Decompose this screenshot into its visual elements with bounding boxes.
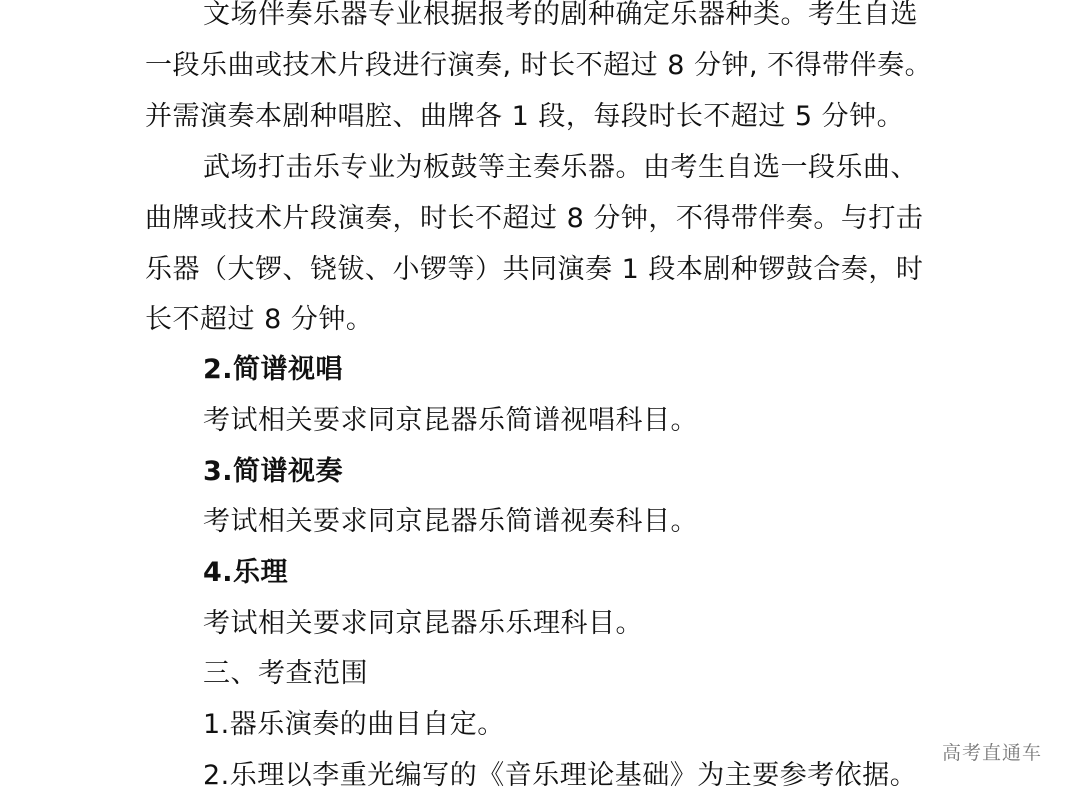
section-4-heading: 4.乐理 [203,557,289,588]
paragraph-wuchang-line-1: 武场打击乐专业为板鼓等主奏乐器。由考生自选一段乐曲、 [203,152,918,183]
paragraph-wuchang-line-4: 长不超过 8 分钟。 [145,304,374,335]
section-3-heading: 3.简谱视奏 [203,456,344,487]
section-2-body: 考试相关要求同京昆器乐简谱视唱科目。 [203,405,698,436]
scope-item-2: 2.乐理以李重光编写的《音乐理论基础》为主要参考依据。 [203,760,918,791]
part-3-heading: 三、考查范围 [203,658,368,689]
section-4-body: 考试相关要求同京昆器乐乐理科目。 [203,608,643,639]
section-3-body: 考试相关要求同京昆器乐简谱视奏科目。 [203,506,698,537]
paragraph-wuchang-line-3: 乐器（大锣、铙钹、小锣等）共同演奏 1 段本剧种锣鼓合奏，时 [145,254,924,285]
section-2-heading: 2.简谱视唱 [203,354,344,385]
paragraph-wenchang-line-3: 并需演奏本剧种唱腔、曲牌各 1 段，每段时长不超过 5 分钟。 [145,101,905,132]
scope-item-1: 1.器乐演奏的曲目自定。 [203,709,505,740]
watermark-text: 高考直通车 [942,742,1043,764]
paragraph-wenchang-line-2: 一段乐曲或技术片段进行演奏, 时长不超过 8 分钟, 不得带伴奏。 [145,50,933,81]
paragraph-wenchang-line-1: 文场伴奏乐器专业根据报考的剧种确定乐器种类。考生自选 [203,0,918,30]
paragraph-wuchang-line-2: 曲牌或技术片段演奏，时长不超过 8 分钟，不得带伴奏。与打击 [145,203,924,234]
